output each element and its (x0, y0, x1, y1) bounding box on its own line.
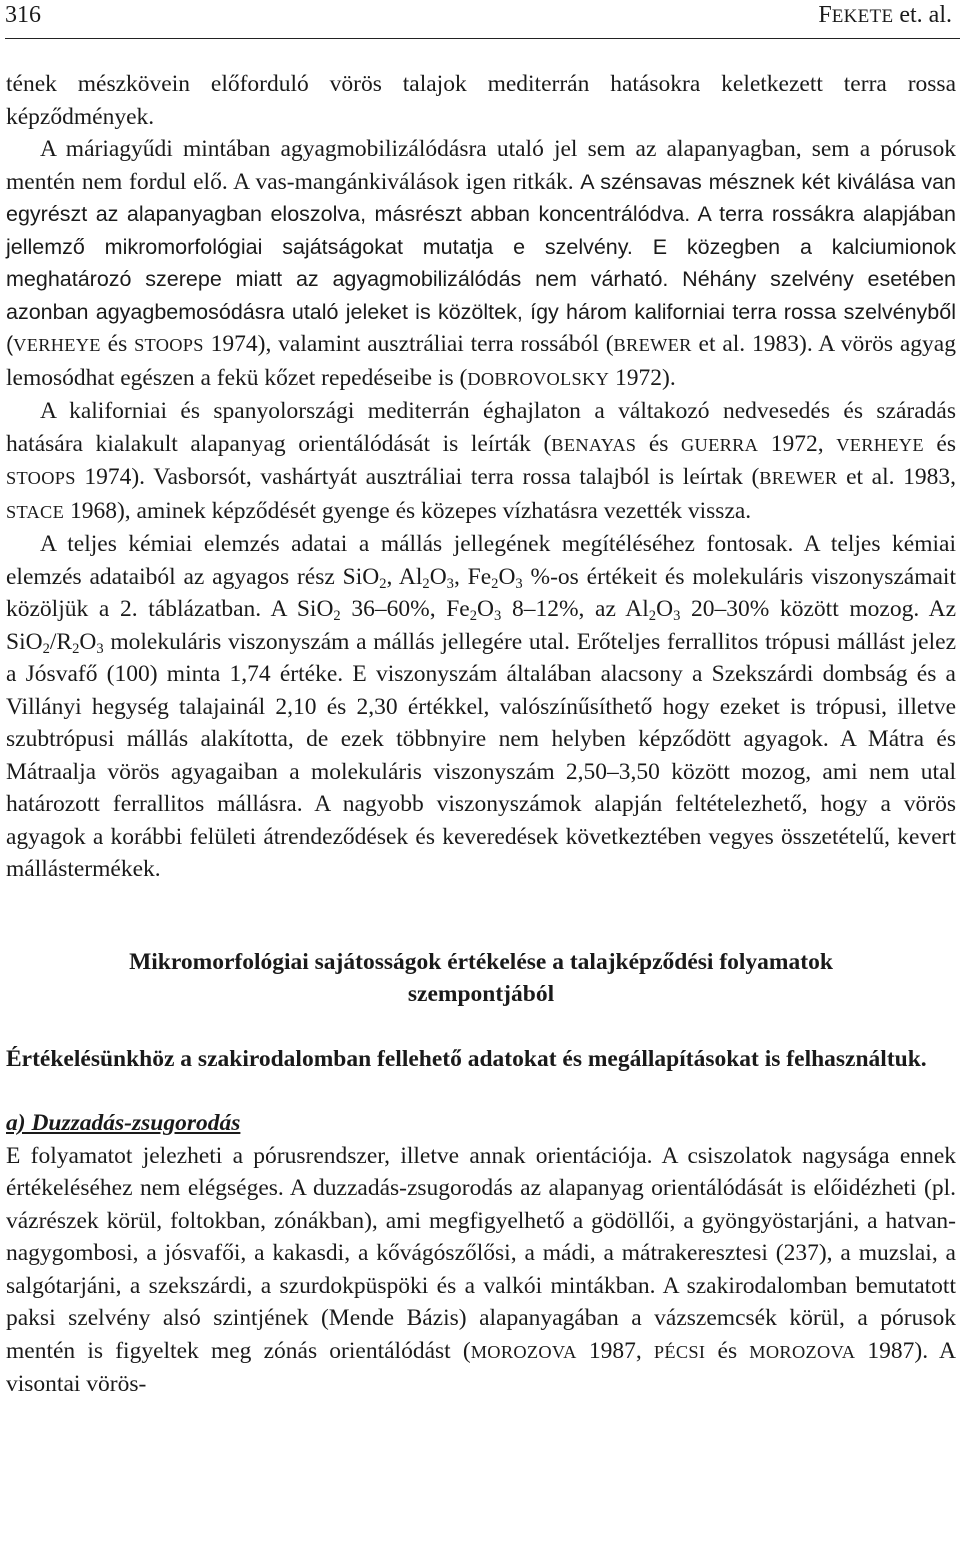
paragraph-mediterranean: A kaliforniai és spanyolországi mediterrán éghajlaton a váltakozó nedvesedés és száradás hatására kialakult alapanyag orientálódását is leírták (BENAYAS és GUERRA 1972, VERHEYE és STOOPS 1974). Vasborsót, vashártyát ausztráliai terra rossa talajból is leírtak (BREWER et al. 1983, STACE 1968), aminek képződését gyenge és közepes vízhatásra vezették vissza. (6, 398, 956, 524)
citation-author: PÉCSI (653, 1341, 706, 1362)
paragraph-terra-rossa: A máriagyűdi mintában agyagmobilizálódásra utaló jel sem az alapanyagban, sem a pórusok mentén nem fordul elő. A vas-mangánkiválások igen ritkák. A szénsavas mésznek két kiválása van egyrészt az alapanyagban eloszolva, másrészt abban koncentrálódva. A terra rossákra alapjában jellemző mikromorfológiai sajátságokat mutatja e szelvény. E közegben a kalciumionok meghatározó szerepe miatt az agyagmobilizálódás nem várható. Néhány szelvény esetében azonban agyagbemosódásra utaló jeleket is közöltek, így három kaliforniai terra rossa szelvényből (VERHEYE és STOOPS 1974), valamint ausztráliai terra rossából (BREWER et al. 1983). A vörös agyag lemosódhat egészen a fekü kőzet repedéseibe is (DOBROVOLSKY 1972). (6, 136, 956, 391)
bold-intro: Értékelésünkhöz a szakirodalomban fellehető adatokat és megállapításokat is felhasználtuk. (6, 1045, 927, 1072)
page-body (6, 68, 956, 1401)
paragraph-text: A máriagyűdi mintában agyagmobilizálódásra utaló jel sem az alapanyagban, sem a pórusok mentén nem fordul elő. A vas-mangánkiválások igen ritkák. (6, 136, 956, 195)
author-name-smallcaps: EKETE (831, 6, 894, 27)
paragraph-chemical-analysis: A teljes kémiai elemzés adatai a mállás jellegének megítéléséhez fontosak. A teljes kémiai elemzés adataiból az agyagos rész SiO$_2$, $Al_2O_3$, $Fe_2O_3$ %-os értékeit és molekuláris viszonyszámait közöljük a 2. táblázatban. A SiO$_2$ 36–60%, $Fe_2O_3$ 8–12%, az $Al_2O_3$ 20–30% között mozog. Az $SiO_2/R_2O_3$ molekuláris viszonyszám a mállás jellegére utal. Erőteljes ferrallitos trópusi mállást jelez a Jósvafő (100) minta 1,74 értéke. E viszonyszám általában alacsony a Szekszárdi dombság és a Villányi hegység talajainál 2,10 és 2,30 értékkel, valószínűsíthető hogy ezeket is trópusi, illetve szubtrópusi mállás alakította, de ezek többnyire nem helyben képződött agyagok. A Mátra és Mátraalja vörös agyagaiban a molekuláris viszonyszám 2,50–3,50 között mozog, ami nem utal határozott ferrallitos mállásra. A nagyobb viszonyszámok alapján feltételezhető, hogy a vörös agyagok a korábbi felületi átrendeződések és keveredések következtében vegyes összetételű, kevert mállástermékek. (6, 531, 956, 882)
running-head-author (818, 1, 952, 31)
citation-author: STACE (6, 501, 65, 522)
citation-author: VERHEYE (13, 335, 101, 355)
section-title: Mikromorfológiai sajátosságok értékelése a talajképződési folyamatok szempontjából (129, 948, 833, 1007)
paragraph-swelling: E folyamatot jelezheti a pórusrendszer, illetve annak orientációja. A csiszolatok nagysága ennek értékeléséhez nem elégséges. A duzzadás-zsugorodás az alapanyag orientálódását is előidézheti (pl. vázrészek körül, foltokban, zónákban), ami megfigyelhető a gödöllői, a gyöngyöstarjáni, a hatvan-nagygombosi, a jósvafői, a kakasdi, a kővágószőlősi, a mádi, a mátrakeresztesi (237), a muzslai, a salgótarjáni, a szekszárdi, a szurdokpüspöki és a valkói mintákban. A szakirodalomban bemutatott paksi szelvény alsó szintjének (Mende Bázis) alapanyagában a vázszemcsék körül, a pórusok mentén is figyeltek meg zónás orientálódást (MOROZOVA 1987, PÉCSI és MOROZOVA 1987). A visontai vörös- (6, 1142, 956, 1397)
citation-author: BREWER (613, 335, 692, 355)
citation-author: GUERRA (681, 434, 759, 455)
citation-author: STOOPS (134, 335, 204, 355)
citation-author: VERHEYE (836, 434, 924, 455)
citation-author: MOROZOVA (470, 1341, 577, 1362)
citation-author: BREWER (759, 468, 838, 488)
citation-author: MOROZOVA (749, 1341, 856, 1362)
citation-author: DOBROVOLSKY (467, 368, 610, 389)
running-header (5, 0, 960, 39)
paragraph-continuation: tének mészkövein előforduló vörös talajok mediterrán hatásokra keletkezett terra rossa képződmények. (6, 71, 956, 130)
author-initial: F (818, 2, 832, 28)
paragraph-text-sans: A szénsavas mésznek két kiválása van egyrészt az alapanyagban eloszolva, másrészt abban koncentrálódva. A terra rossákra alapjában jellemző mikromorfológiai sajátságokat mutatja e szelvény. E közegben a kalciumionok meghatározó szerepe miatt az agyagmobilizálódás nem várható. Néhány szelvény esetében azonban agyagbemosódásra utaló jeleket is közöltek, így három kaliforniai terra rossa szelvényből ( (6, 169, 956, 356)
subheading-swelling-shrinking: a) Duzzadás-zsugorodás (6, 1110, 241, 1136)
et-al: et. al. (893, 2, 952, 28)
citation-author: STOOPS (6, 468, 76, 488)
page-number: 316 (5, 2, 41, 28)
citation-author: BENAYAS (551, 434, 637, 455)
